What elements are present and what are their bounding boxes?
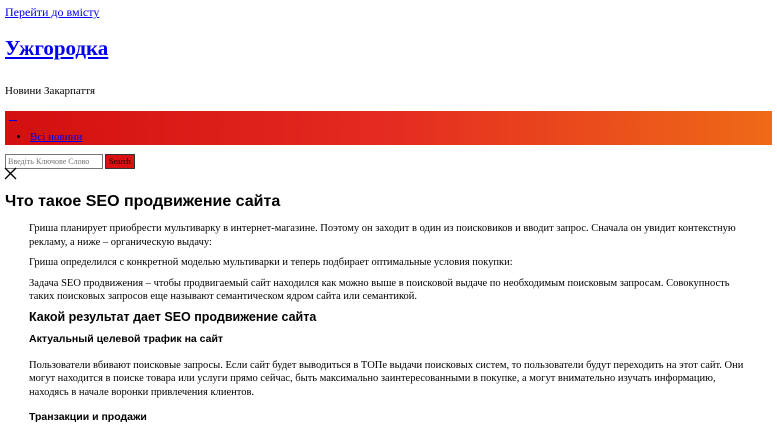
- skip-to-content-link[interactable]: Перейти до вмісту: [5, 5, 100, 19]
- section-heading: Какой результат дает SEO продвижение сайта: [29, 309, 317, 324]
- search-button[interactable]: Search: [105, 154, 135, 169]
- primary-navigation: [5, 111, 772, 145]
- site-title: [5, 36, 108, 61]
- nav-menu: [18, 131, 82, 143]
- post-paragraph: Гриша определился с конкретной моделью мультиварки и теперь подбирает оптимальные условия покупки:: [29, 257, 513, 268]
- post-paragraph: Гриша планирует приобрести мультиварку в интернет-магазине. Поэтому он заходит в один из поисковиков и вводит запрос. Сначала он увидит контекстную рекламу, а ниже – органическую выдачу:: [29, 223, 736, 248]
- search-input[interactable]: [5, 154, 103, 169]
- subsection-heading: Актуальный целевой трафик на сайт: [29, 333, 224, 345]
- menu-toggle-icon[interactable]: [9, 116, 17, 123]
- nav-item-all-news: [30, 131, 82, 143]
- nav-link-all-news[interactable]: Всі новини: [30, 131, 83, 143]
- site-title-link[interactable]: Ужгородка: [5, 36, 109, 60]
- site-description: Новини Закарпаття: [5, 85, 96, 97]
- search-form: [5, 154, 135, 169]
- post-paragraph: Пользователи вбивают поисковые запросы. Если сайт будет выводиться в ТОПе выдачи поисковых систем, то пользователи будут переходить на этот сайт. Они могут находится в поиске товара или услуги прямо сейчас, быть максимально заинтересованными в покупке, а могут внимательно изучать информацию, находясь в начале воронки привлечения клиентов.: [29, 359, 744, 398]
- post-title: Что такое SEO продвижение сайта: [5, 193, 281, 210]
- post-content: [29, 222, 749, 437]
- close-icon[interactable]: [4, 167, 17, 180]
- subsection-heading: Транзакции и продажи: [29, 411, 147, 423]
- post-paragraph: Задача SEO продвижения – чтобы продвигаемый сайт находился как можно выше в поисковой выдаче по необходимым поисковым запросам. Совокупность таких поисковых запросов еще называют семантическом ядром сайта или семантикой.: [29, 277, 730, 302]
